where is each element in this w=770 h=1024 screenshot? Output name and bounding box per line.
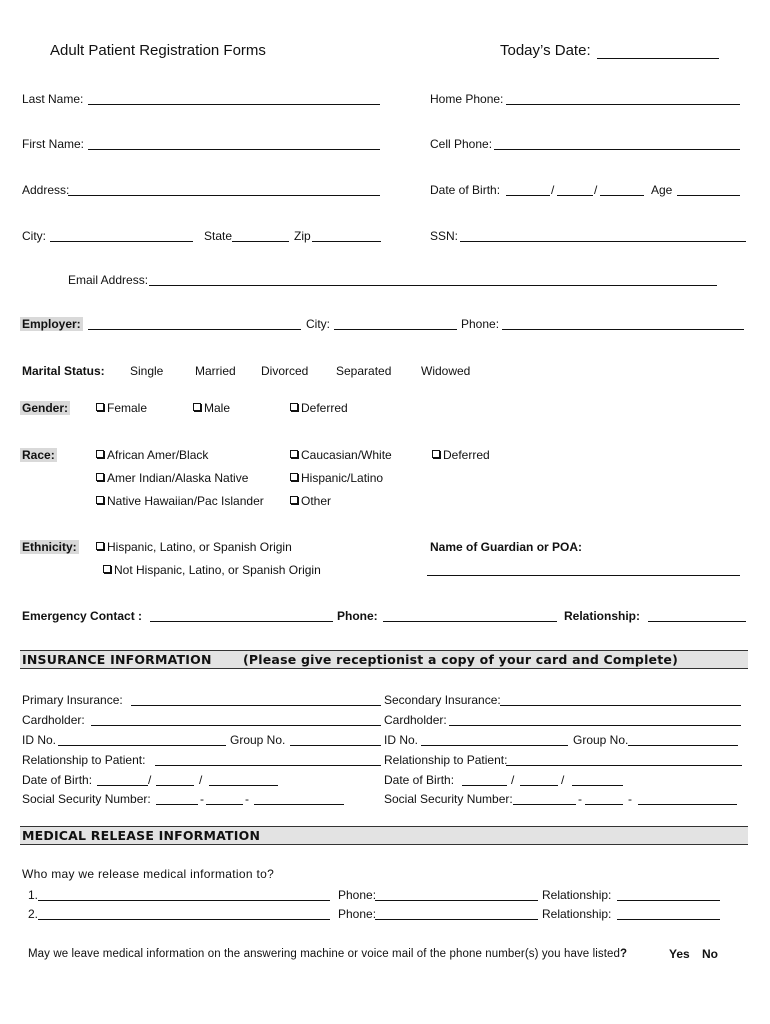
- todays-date-label: Today’s Date:: [500, 42, 591, 59]
- ethnicity-hispanic-label: Hispanic, Latino, or Spanish Origin: [107, 540, 292, 554]
- release-row-2-phone-field[interactable]: [375, 919, 538, 920]
- city-label: City:: [22, 229, 46, 243]
- emergency-relationship-label: Relationship:: [564, 609, 641, 623]
- race-other-checkbox[interactable]: [290, 494, 331, 508]
- release-row-1-relationship-field[interactable]: [617, 900, 720, 901]
- voicemail-question-text: May we leave medical information on the answering machine or voice mail of the phone number(s) you have listed: [28, 948, 621, 960]
- emergency-contact-field[interactable]: [150, 621, 333, 622]
- emergency-relationship-field[interactable]: [648, 621, 746, 622]
- voicemail-no-option[interactable]: No: [702, 947, 718, 961]
- secondary-relationship-field[interactable]: [506, 765, 742, 766]
- marital-option-single[interactable]: Single: [130, 364, 164, 378]
- secondary-cardholder-field[interactable]: [449, 725, 741, 726]
- secondary-id-no-label: ID No.: [384, 733, 419, 747]
- date-slash: /: [511, 773, 515, 787]
- ssn-insurance-label: Social Security Number:: [22, 792, 151, 806]
- secondary-ssn-part2[interactable]: [585, 804, 623, 805]
- employer-phone-field[interactable]: [502, 329, 744, 330]
- checkbox-icon: [290, 403, 298, 411]
- gender-deferred-checkbox[interactable]: [290, 401, 348, 415]
- secondary-ssn-label: Social Security Number:: [384, 792, 513, 806]
- secondary-ssn-part1[interactable]: [513, 804, 576, 805]
- dob-year-field[interactable]: [600, 195, 644, 196]
- race-caucasian-checkbox[interactable]: [290, 448, 392, 462]
- ssn-label: SSN:: [430, 229, 459, 243]
- race-native-hawaiian-label: Native Hawaiian/Pac Islander: [107, 494, 264, 508]
- home-phone-field[interactable]: [506, 104, 740, 105]
- release-row-1-phone-field[interactable]: [375, 900, 538, 901]
- race-deferred-checkbox[interactable]: [432, 448, 490, 462]
- checkbox-icon: [290, 450, 298, 458]
- secondary-ssn-part3[interactable]: [638, 804, 737, 805]
- date-slash: /: [551, 183, 555, 197]
- release-row-2-relationship-label: Relationship:: [542, 907, 612, 921]
- race-label: [22, 448, 57, 462]
- last-name-label: Last Name:: [22, 92, 84, 106]
- primary-ssn-part1[interactable]: [156, 804, 198, 805]
- ethnicity-hispanic-checkbox[interactable]: [96, 540, 292, 554]
- state-label: State: [204, 229, 233, 243]
- relationship-to-patient-label: Relationship to Patient:: [22, 753, 146, 767]
- primary-ssn-part2[interactable]: [206, 804, 243, 805]
- voicemail-question-mark: ?: [620, 948, 628, 960]
- primary-insurance-label: Primary Insurance:: [22, 693, 123, 707]
- insurance-header-note: (Please give receptionist a copy of your card and Complete): [243, 652, 678, 667]
- emergency-contact-label: Emergency Contact :: [22, 609, 143, 623]
- marital-option-divorced[interactable]: Divorced: [261, 364, 309, 378]
- ssn-dash: -: [578, 792, 582, 806]
- date-slash: /: [199, 773, 203, 787]
- gender-label: [22, 401, 70, 415]
- home-phone-label: Home Phone:: [430, 92, 504, 106]
- employer-phone-label: Phone:: [461, 317, 500, 331]
- primary-dob-day-field[interactable]: [156, 785, 194, 786]
- first-name-field[interactable]: [88, 149, 380, 150]
- employer-label: [22, 317, 83, 331]
- age-field[interactable]: [677, 195, 740, 196]
- date-slash: /: [594, 183, 598, 197]
- dob-day-field[interactable]: [557, 195, 593, 196]
- ethnicity-label-text: Ethnicity:: [22, 540, 77, 554]
- ssn-field[interactable]: [460, 241, 746, 242]
- race-caucasian-label: Caucasian/White: [301, 448, 392, 462]
- zip-label: Zip: [294, 229, 311, 243]
- medical-release-header-title: MEDICAL RELEASE INFORMATION: [22, 828, 261, 843]
- checkbox-icon: [96, 403, 104, 411]
- secondary-insurance-field[interactable]: [500, 705, 741, 706]
- gender-male-checkbox[interactable]: [193, 401, 230, 415]
- release-row-2-name-field[interactable]: [38, 919, 330, 920]
- form-title: Adult Patient Registration Forms: [50, 42, 266, 59]
- cell-phone-field[interactable]: [494, 149, 740, 150]
- race-african-amer-checkbox[interactable]: [96, 448, 208, 462]
- todays-date-field[interactable]: [597, 58, 719, 59]
- checkbox-icon: [103, 565, 111, 573]
- release-row-2-number: 2.: [28, 907, 39, 921]
- secondary-insurance-label: Secondary Insurance:: [384, 693, 501, 707]
- checkbox-icon: [290, 496, 298, 504]
- address-label: Address:: [22, 183, 70, 197]
- zip-field[interactable]: [312, 241, 381, 242]
- ssn-dash: -: [245, 792, 249, 806]
- email-label: Email Address:: [68, 273, 149, 287]
- employer-city-field[interactable]: [334, 329, 457, 330]
- secondary-relationship-label: Relationship to Patient:: [384, 753, 508, 767]
- secondary-dob-month-field[interactable]: [462, 785, 507, 786]
- checkbox-icon: [96, 496, 104, 504]
- insurance-dob-label: Date of Birth:: [22, 773, 93, 787]
- primary-cardholder-field[interactable]: [91, 725, 381, 726]
- last-name-field[interactable]: [88, 104, 380, 105]
- age-label: Age: [651, 183, 673, 197]
- race-native-hawaiian-checkbox[interactable]: [96, 494, 264, 508]
- secondary-group-no-label: Group No.: [573, 733, 629, 747]
- checkbox-icon: [290, 473, 298, 481]
- gender-male-label: Male: [204, 401, 231, 415]
- emergency-phone-label: Phone:: [337, 609, 378, 623]
- guardian-label: Name of Guardian or POA:: [430, 540, 583, 554]
- primary-id-field[interactable]: [58, 745, 226, 746]
- id-no-label: ID No.: [22, 733, 57, 747]
- marital-option-widowed[interactable]: Widowed: [421, 364, 471, 378]
- secondary-dob-label: Date of Birth:: [384, 773, 455, 787]
- gender-label-text: Gender:: [22, 401, 69, 415]
- date-slash: /: [148, 773, 152, 787]
- insurance-header-title: INSURANCE INFORMATION: [22, 652, 212, 667]
- ethnicity-not-hispanic-checkbox[interactable]: [103, 563, 321, 577]
- release-row-1-relationship-label: Relationship:: [542, 888, 612, 902]
- group-no-label: Group No.: [230, 733, 286, 747]
- checkbox-icon: [96, 473, 104, 481]
- state-field[interactable]: [232, 241, 289, 242]
- marital-option-separated[interactable]: Separated: [336, 364, 392, 378]
- ethnicity-not-hispanic-label: Not Hispanic, Latino, or Spanish Origin: [114, 563, 321, 577]
- race-amer-indian-checkbox[interactable]: [96, 471, 248, 485]
- release-row-1-name-field[interactable]: [38, 900, 330, 901]
- release-row-2-relationship-field[interactable]: [617, 919, 720, 920]
- email-field[interactable]: [149, 285, 717, 286]
- primary-dob-month-field[interactable]: [97, 785, 148, 786]
- date-slash: /: [561, 773, 565, 787]
- voicemail-question: [28, 947, 627, 961]
- checkbox-icon: [432, 450, 440, 458]
- gender-female-label: Female: [107, 401, 148, 415]
- primary-group-field[interactable]: [290, 745, 381, 746]
- checkbox-icon: [193, 403, 201, 411]
- cardholder-label: Cardholder:: [22, 713, 85, 727]
- medical-release-question: Who may we release medical information to?: [22, 867, 275, 881]
- secondary-id-field[interactable]: [421, 745, 568, 746]
- checkbox-icon: [96, 450, 104, 458]
- city-field[interactable]: [50, 241, 193, 242]
- marital-status-label: Marital Status:: [22, 364, 105, 378]
- ssn-dash: -: [200, 792, 204, 806]
- voicemail-yes-option[interactable]: Yes: [669, 947, 690, 961]
- medical-release-section-header: [20, 826, 748, 845]
- emergency-phone-field[interactable]: [383, 621, 557, 622]
- race-hispanic-checkbox[interactable]: [290, 471, 383, 485]
- checkbox-icon: [96, 542, 104, 550]
- primary-relationship-field[interactable]: [155, 765, 381, 766]
- race-hispanic-label: Hispanic/Latino: [301, 471, 384, 485]
- cell-phone-label: Cell Phone:: [430, 137, 493, 151]
- dob-label: Date of Birth:: [430, 183, 501, 197]
- dob-month-field[interactable]: [506, 195, 550, 196]
- address-field[interactable]: [68, 195, 380, 196]
- race-other-label: Other: [301, 494, 332, 508]
- race-amer-indian-label: Amer Indian/Alaska Native: [107, 471, 249, 485]
- gender-deferred-label: Deferred: [301, 401, 348, 415]
- insurance-section-header: [20, 650, 748, 669]
- primary-dob-year-field[interactable]: [209, 785, 278, 786]
- marital-option-married[interactable]: Married: [195, 364, 236, 378]
- first-name-label: First Name:: [22, 137, 85, 151]
- release-row-1-phone-label: Phone:: [338, 888, 377, 902]
- employer-field[interactable]: [88, 329, 301, 330]
- release-row-1-number: 1.: [28, 888, 39, 902]
- race-african-amer-label: African Amer/Black: [107, 448, 209, 462]
- primary-insurance-field[interactable]: [131, 705, 381, 706]
- guardian-field[interactable]: [427, 575, 740, 576]
- race-label-text: Race:: [22, 448, 55, 462]
- primary-ssn-part3[interactable]: [254, 804, 344, 805]
- release-row-2-phone-label: Phone:: [338, 907, 377, 921]
- employer-label-text: Employer:: [22, 317, 81, 331]
- ethnicity-label: [22, 540, 79, 554]
- ssn-dash: -: [628, 792, 632, 806]
- employer-city-label: City:: [306, 317, 330, 331]
- secondary-group-field[interactable]: [628, 745, 738, 746]
- secondary-cardholder-label: Cardholder:: [384, 713, 447, 727]
- secondary-dob-day-field[interactable]: [520, 785, 558, 786]
- gender-female-checkbox[interactable]: [96, 401, 147, 415]
- secondary-dob-year-field[interactable]: [572, 785, 623, 786]
- race-deferred-label: Deferred: [443, 448, 490, 462]
